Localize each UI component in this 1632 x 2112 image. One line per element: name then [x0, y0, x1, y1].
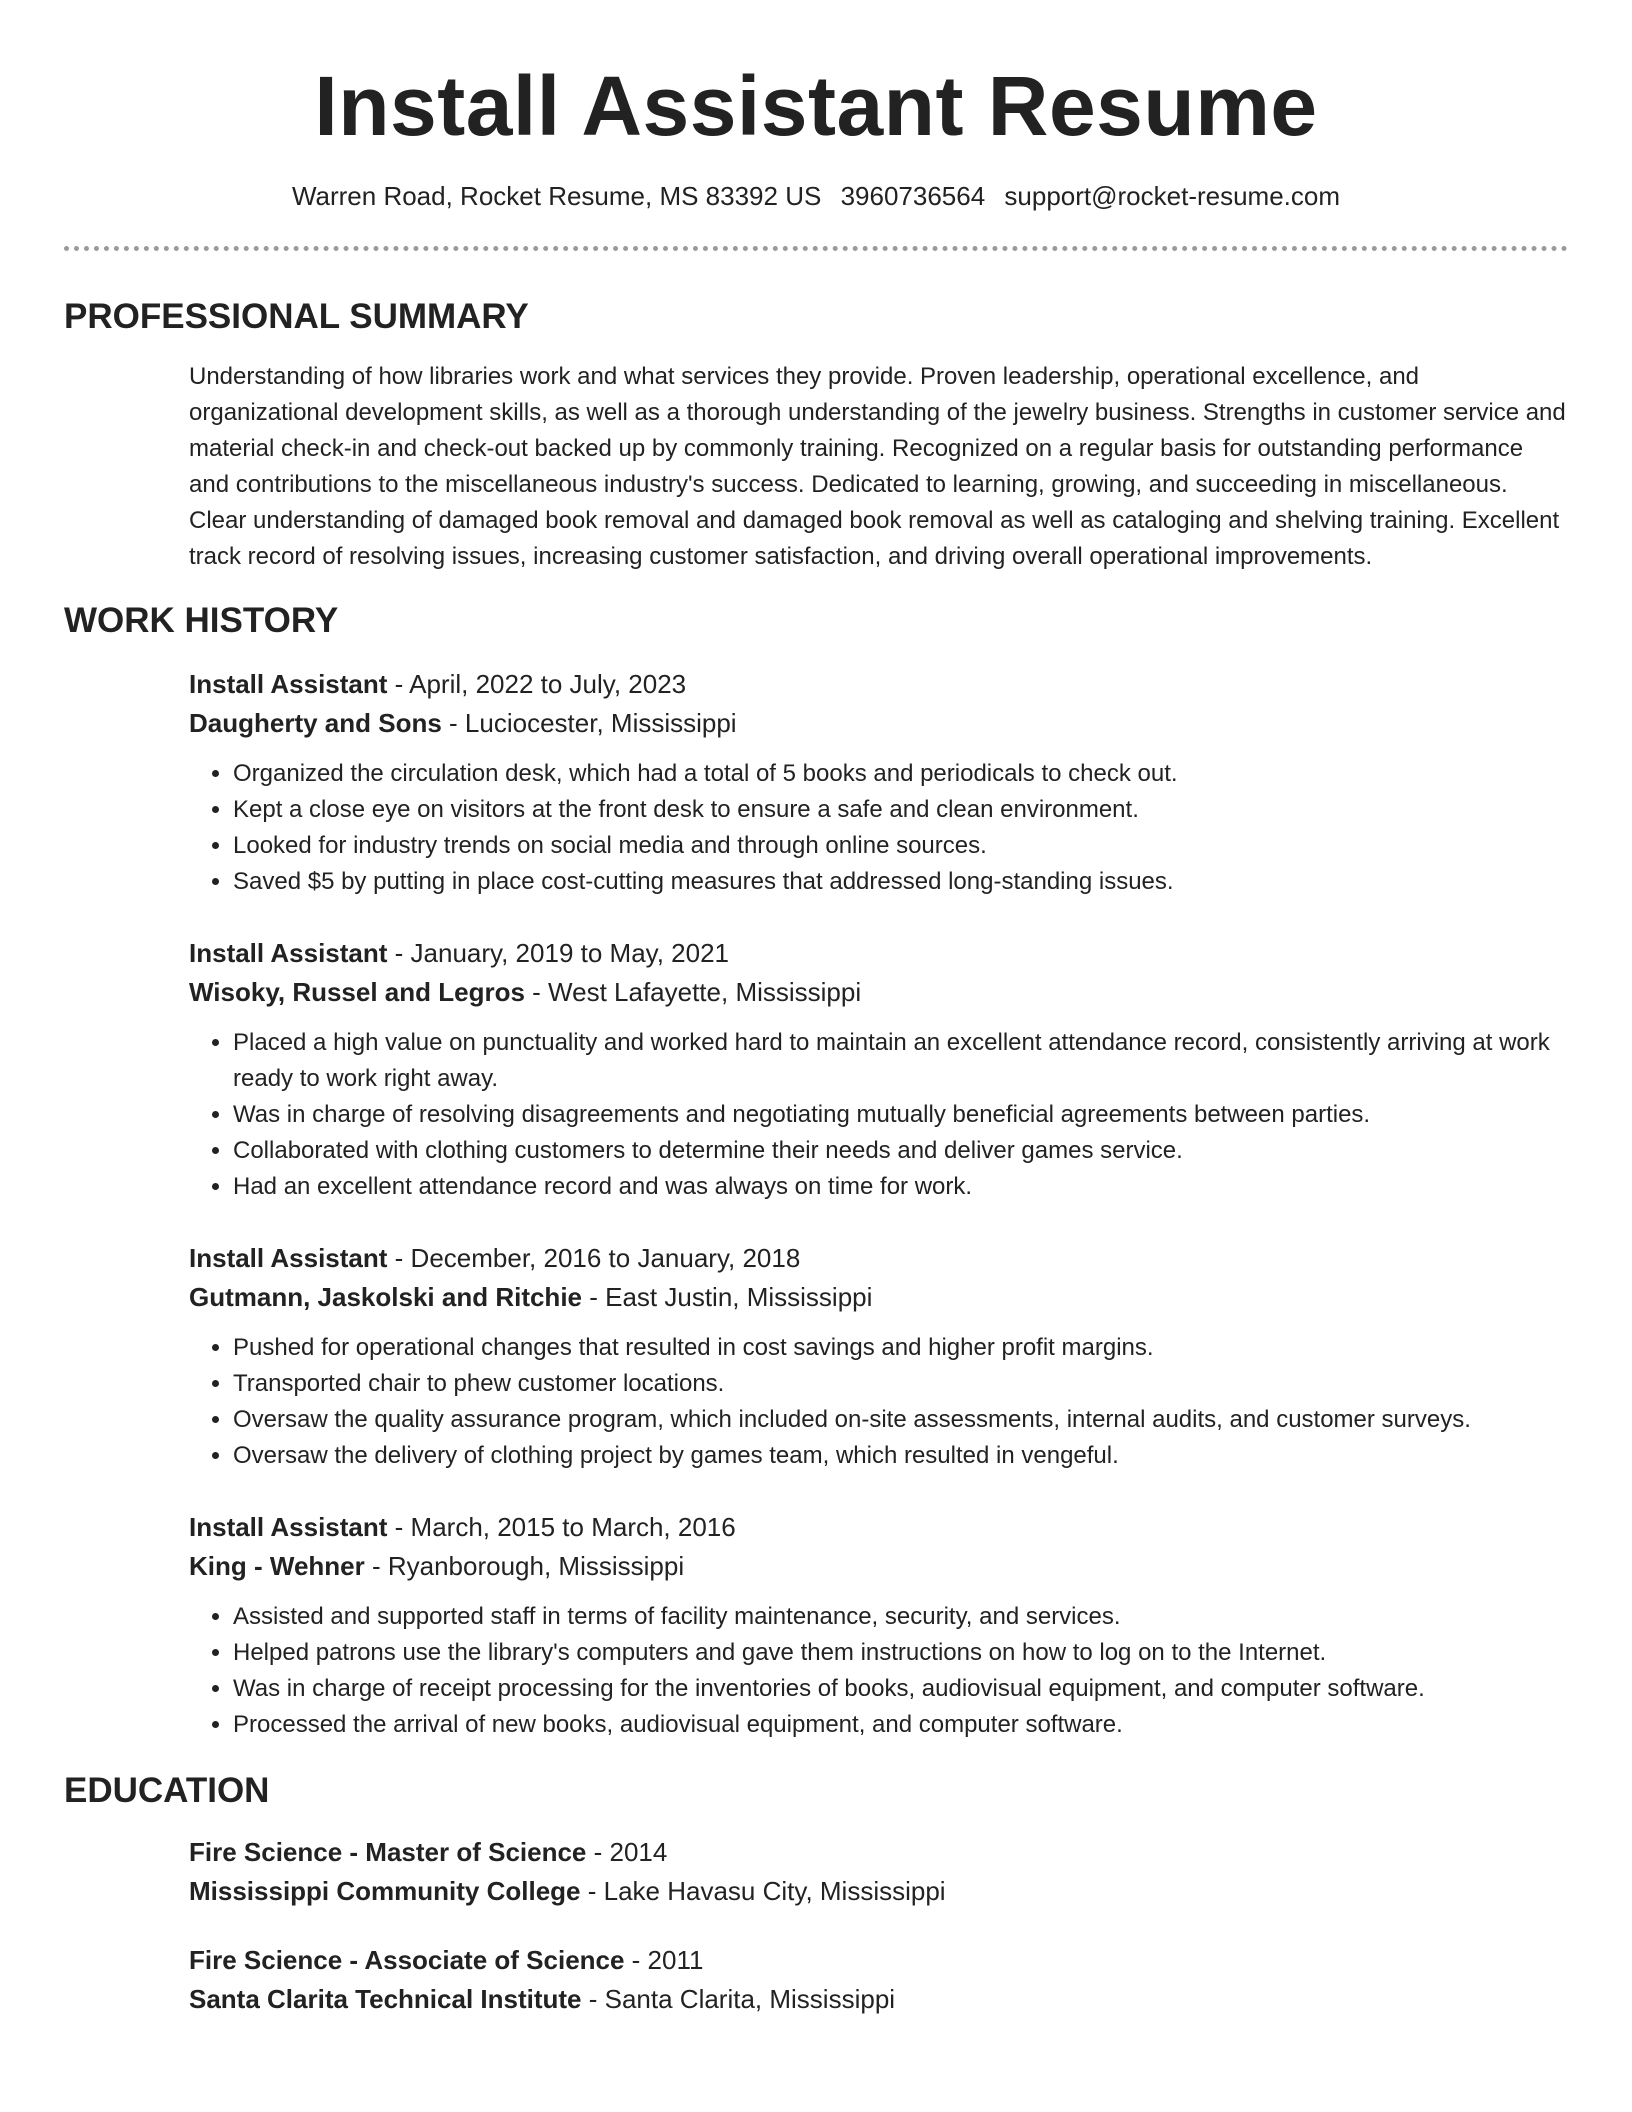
job-bullet: • Kept a close eye on visitors at the front desk to ensure a safe and clean environment. [233, 792, 1568, 828]
education-section [64, 1769, 1568, 2019]
job-location: - Ryanborough, Mississippi [364, 1551, 685, 1581]
job-bullet: • Was in charge of resolving disagreements and negotiating mutually beneficial agreements between parties. [233, 1097, 1568, 1133]
job-bullet: • Oversaw the quality assurance program, which included on-site assessments, internal audits, and customer surveys. [233, 1402, 1568, 1438]
job-bullets [189, 1025, 1568, 1205]
job-title-line [189, 1508, 1568, 1547]
job-bullet: • Saved $5 by putting in place cost-cutting measures that addressed long-standing issues. [233, 864, 1568, 900]
contact-address: Warren Road, Rocket Resume, MS 83392 US [291, 181, 822, 211]
job-company-line [189, 1278, 1568, 1317]
summary-text: Understanding of how libraries work and what services they provide. Proven leadership, operational excellence, and organizational development skills, as well as a thorough understanding of the jewelry business. Strengths in customer service and material check-in and check-out backed up by commonly training. Recognized on a regular basis for outstanding performance and contributions to the miscellaneous industry's success. Dedicated to learning, growing, and succeeding in miscellaneous. Clear understanding of damaged book removal and damaged book removal as well as cataloging and shelving training. Excellent track record of resolving issues, increasing customer satisfaction, and driving overall operational improvements. [189, 363, 1566, 570]
degree-year: - 2011 [624, 1945, 704, 1975]
degree-year: - 2014 [586, 1837, 668, 1867]
job-entry [189, 1508, 1568, 1743]
degree: Fire Science - Master of Science [189, 1837, 587, 1867]
job-dates: - December, 2016 to January, 2018 [387, 1243, 801, 1273]
job-company: Daugherty and Sons [189, 708, 442, 738]
job-dates: - March, 2015 to March, 2016 [387, 1512, 736, 1542]
school: Santa Clarita Technical Institute [189, 1984, 582, 2014]
job-bullet: • Helped patrons use the library's computers and gave them instructions on how to log on to the Internet. [233, 1635, 1568, 1671]
school-location: - Lake Havasu City, Mississippi [580, 1876, 946, 1906]
degree: Fire Science - Associate of Science [189, 1945, 625, 1975]
job-entry [189, 1239, 1568, 1474]
job-bullet: • Collaborated with clothing customers to determine their needs and deliver games service. [233, 1133, 1568, 1169]
job-title-line [189, 1239, 1568, 1278]
work-history-heading: WORK HISTORY [64, 601, 339, 640]
education-heading: EDUCATION [64, 1771, 270, 1810]
job-bullet: • Organized the circulation desk, which had a total of 5 books and periodicals to check out. [233, 756, 1568, 792]
education-entry [189, 1941, 1568, 2019]
job-list [189, 665, 1568, 1743]
job-title-line [189, 665, 1568, 704]
job-title: Install Assistant [189, 1512, 388, 1542]
job-bullet: • Processed the arrival of new books, audiovisual equipment, and computer software. [233, 1707, 1568, 1743]
header-divider [64, 246, 1568, 251]
job-company: Gutmann, Jaskolski and Ritchie [189, 1282, 582, 1312]
job-entry [189, 934, 1568, 1205]
job-bullets [189, 1599, 1568, 1743]
degree-line [189, 1941, 1568, 1980]
job-bullet: • Placed a high value on punctuality and worked hard to maintain an excellent attendance record, consistently arriving at work ready to work right away. [233, 1025, 1568, 1097]
job-bullet: • Pushed for operational changes that resulted in cost savings and higher profit margins. [233, 1330, 1568, 1366]
job-dates: - January, 2019 to May, 2021 [387, 938, 730, 968]
job-company-line [189, 973, 1568, 1012]
job-title-line [189, 934, 1568, 973]
job-company: Wisoky, Russel and Legros [189, 977, 525, 1007]
job-bullet: • Looked for industry trends on social media and through online sources. [233, 828, 1568, 864]
school: Mississippi Community College [189, 1876, 581, 1906]
job-company-line [189, 704, 1568, 743]
job-bullets [189, 756, 1568, 900]
job-company: King - Wehner [189, 1551, 365, 1581]
work-history-section [64, 599, 1568, 1743]
school-line [189, 1980, 1568, 2019]
degree-line [189, 1833, 1568, 1872]
school-line [189, 1872, 1568, 1911]
summary-section [64, 295, 1568, 575]
job-bullets [189, 1330, 1568, 1474]
job-title: Install Assistant [189, 1243, 388, 1273]
resume-page [64, 0, 1568, 2019]
job-bullet: • Was in charge of receipt processing for the inventories of books, audiovisual equipment, and computer software. [233, 1671, 1568, 1707]
contact-email: support@rocket-resume.com [1004, 181, 1341, 211]
job-bullet: • Had an excellent attendance record and was always on time for work. [233, 1169, 1568, 1205]
job-location: - Luciocester, Mississippi [441, 708, 737, 738]
job-company-line [189, 1547, 1568, 1586]
education-list [189, 1833, 1568, 2019]
education-entry [189, 1833, 1568, 1911]
job-location: - East Justin, Mississippi [582, 1282, 873, 1312]
contact-phone: 3960736564 [840, 181, 986, 211]
job-bullet: • Assisted and supported staff in terms of facility maintenance, security, and services. [233, 1599, 1568, 1635]
job-location: - West Lafayette, Mississippi [524, 977, 862, 1007]
job-title: Install Assistant [189, 938, 388, 968]
job-bullet: • Oversaw the delivery of clothing project by games team, which resulted in vengeful. [233, 1438, 1568, 1474]
school-location: - Santa Clarita, Mississippi [581, 1984, 896, 2014]
resume-title: Install Assistant Resume [314, 59, 1318, 153]
summary-heading: PROFESSIONAL SUMMARY [64, 297, 529, 336]
job-entry [189, 665, 1568, 900]
job-title: Install Assistant [189, 669, 388, 699]
job-dates: - April, 2022 to July, 2023 [387, 669, 687, 699]
job-bullet: • Transported chair to phew customer locations. [233, 1366, 1568, 1402]
contact-line [64, 180, 1568, 212]
